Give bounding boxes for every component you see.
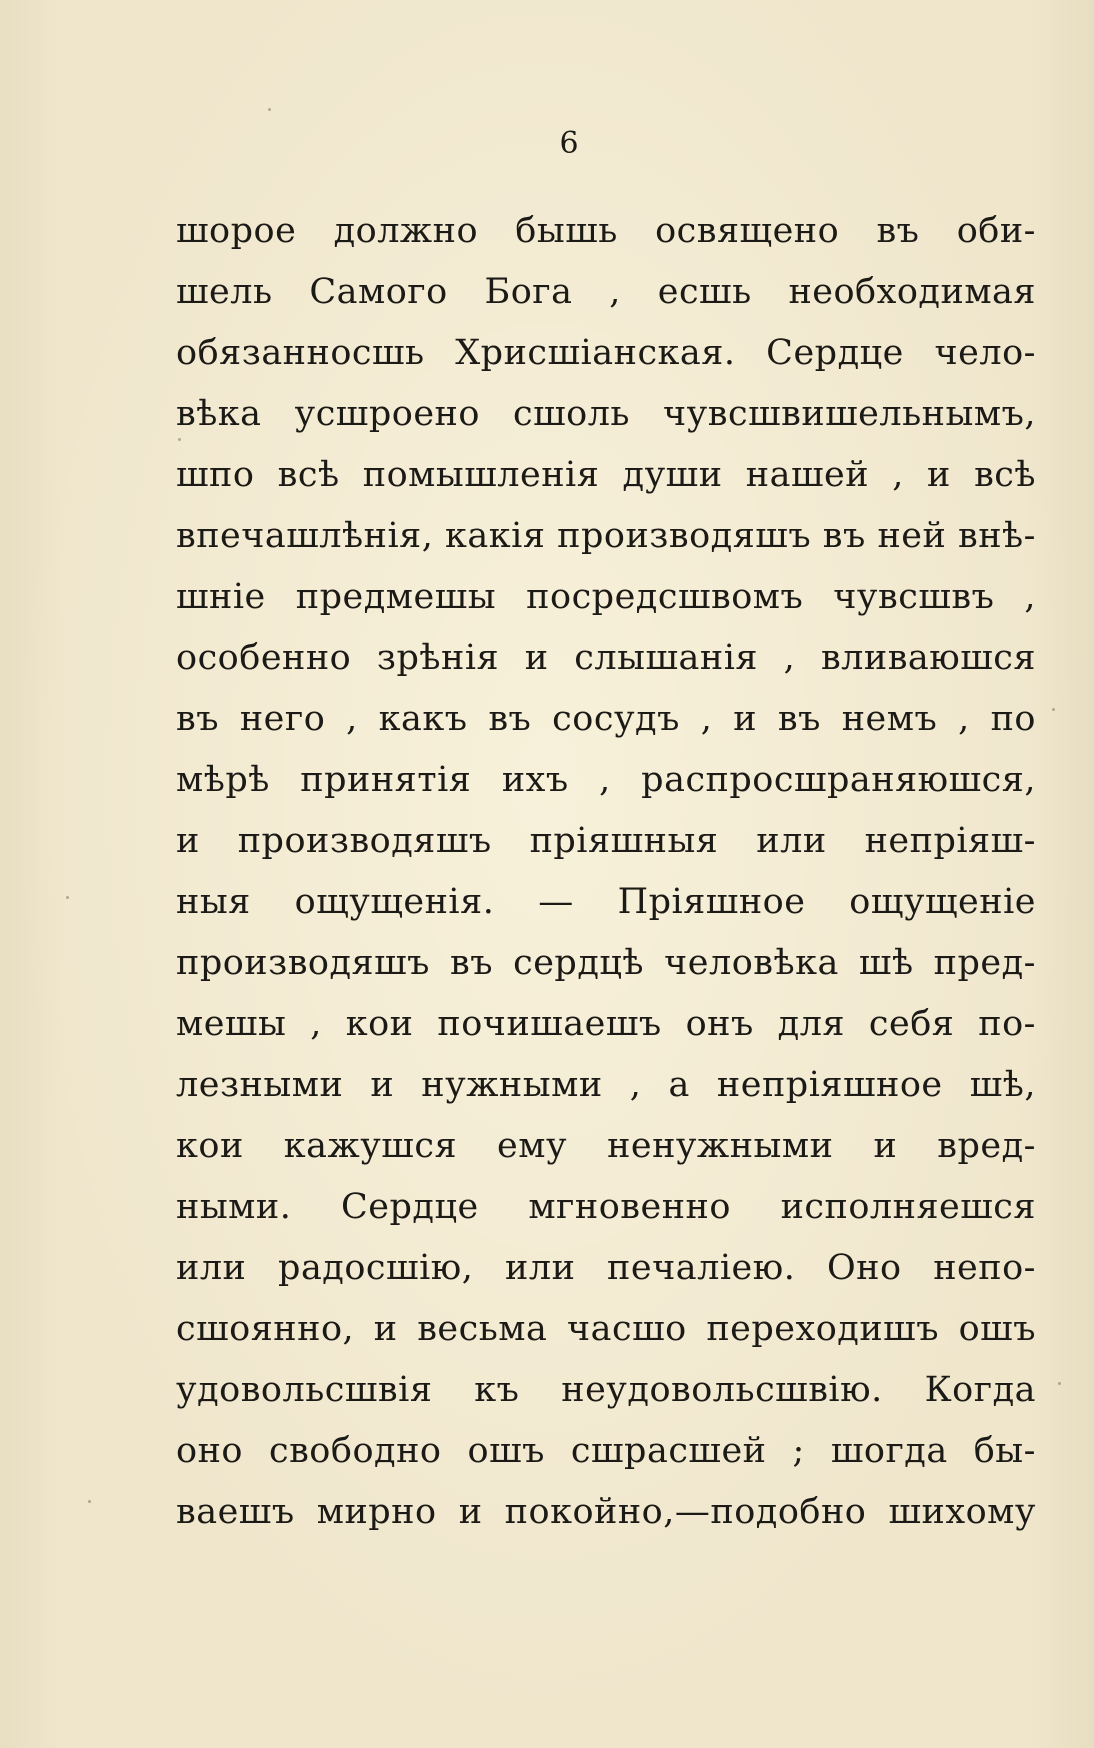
text-line: впечашлѣнія, какія производяшъ въ ней внѣ-: [176, 516, 1036, 556]
text-line: шель Самого Бога , есшь необходимая: [176, 272, 1036, 312]
body-text: [176, 201, 1036, 1543]
text-line: ными. Сердце мгновенно исполняешся: [176, 1187, 1036, 1227]
text-line: сшоянно, и весьма часшо переходишъ ошъ: [176, 1309, 1036, 1349]
text-line: ваешъ мирно и покойно,—подобно шихому: [176, 1492, 1036, 1532]
text-line: лезными и нужными , а непріяшное шѣ,: [176, 1065, 1036, 1105]
text-line: мешы , кои почишаешъ онъ для себя по-: [176, 1004, 1036, 1044]
text-line: или радосшію, или печаліею. Оно непо-: [176, 1248, 1036, 1288]
paper-speck: [1058, 1382, 1061, 1385]
text-line: въ него , какъ въ сосудъ , и въ немъ , по: [176, 699, 1036, 739]
paper-speck: [66, 896, 69, 899]
text-line: удовольсшвія къ неудовольсшвію. Когда: [176, 1370, 1036, 1410]
text-line: шніе предмешы посредсшвомъ чувсшвъ ,: [176, 577, 1036, 617]
text-line: и производяшъ пріяшныя или непріяш-: [176, 821, 1036, 861]
text-line: обязанносшь Хрисшіанская. Сердце чело-: [176, 333, 1036, 373]
text-line: ныя ощущенія. — Пріяшное ощущеніе: [176, 882, 1036, 922]
paper-speck: [88, 1500, 91, 1503]
paper-speck: [268, 108, 271, 111]
text-line: особенно зрѣнія и слышанія , вливаюшся: [176, 638, 1036, 678]
page-number: 6: [559, 126, 579, 161]
text-line: вѣка усшроено сшоль чувсшвишельнымъ,: [176, 394, 1036, 434]
text-line: производяшъ въ сердцѣ человѣка шѣ пред-: [176, 943, 1036, 983]
paper-speck: [178, 438, 181, 441]
text-line: кои кажушся ему ненужными и вред-: [176, 1126, 1036, 1166]
text-line: шорое должно бышь освящено въ оби-: [176, 211, 1036, 251]
text-line: шпо всѣ помышленія души нашей , и всѣ: [176, 455, 1036, 495]
text-line: мѣрѣ принятія ихъ , распросшраняюшся,: [176, 760, 1036, 800]
text-line: оно свободно ошъ сшрасшей ; шогда бы-: [176, 1431, 1036, 1471]
paper-speck: [1052, 708, 1055, 711]
